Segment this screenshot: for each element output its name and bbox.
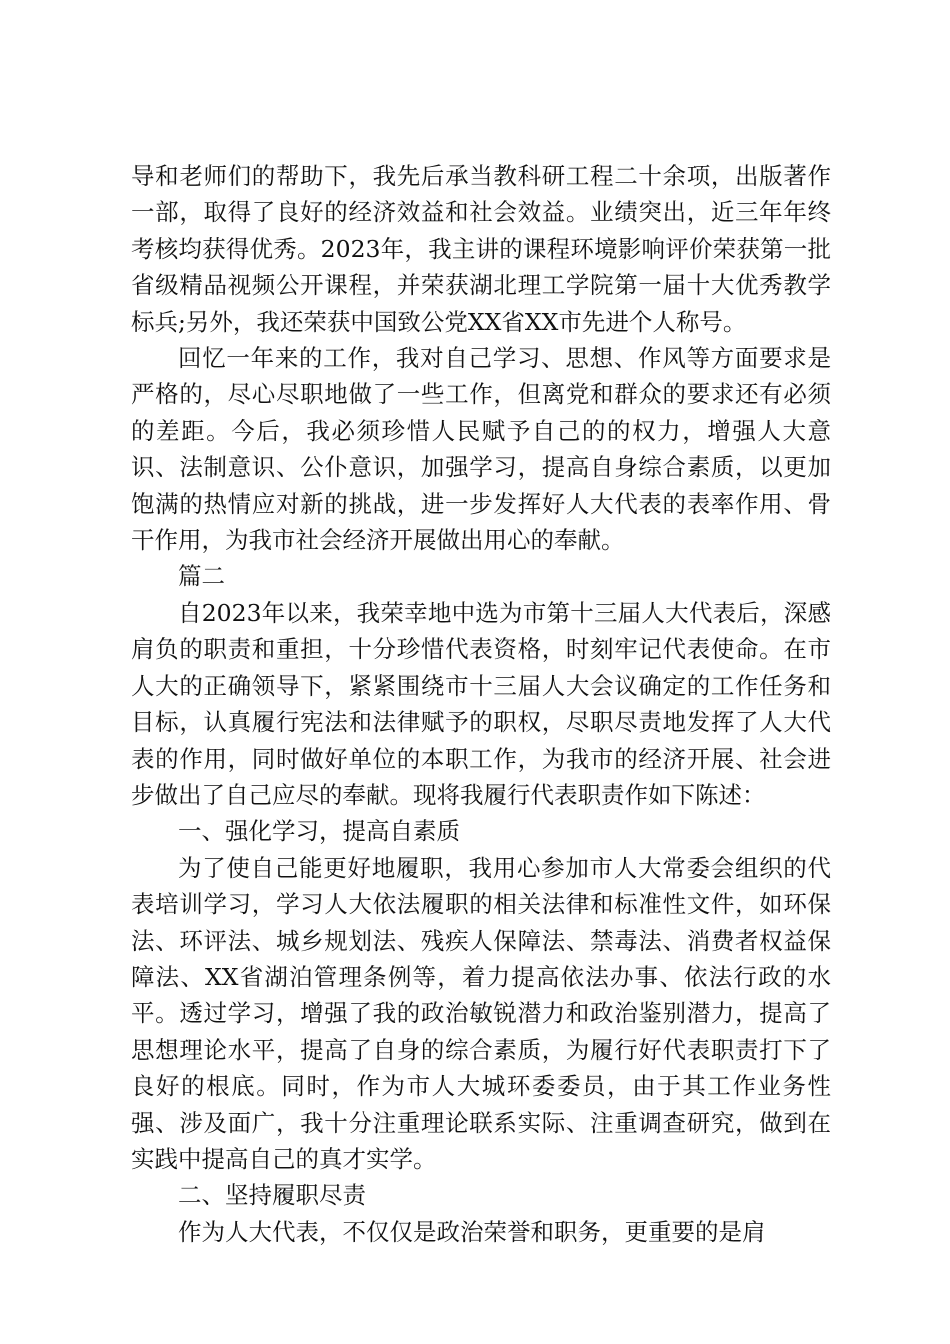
paragraph-intro: 自2023年以来，我荣幸地中选为市第十三届人大代表后，深感肩负的职责和重担，十分珍惜代表资格，时刻牢记代表使命。在市人大的正确领导下，紧紧围绕市十三届人大会议确定的工作任务和目标，认真履行宪法和法律赋予的职权，尽职尽责地发挥了人大代表的作用，同时做好单位的本职工作，为我市的经济开展、社会进步做出了自己应尽的奉献。现将我履行代表职责作如下陈述： [131, 598, 831, 809]
paragraph-review: 回忆一年来的工作，我对自己学习、思想、作风等方面要求是严格的，尽心尽职地做了一些工作，但离党和群众的要求还有必须的差距。今后，我必须珍惜人民赋予自己的的权力，增强人大意识、法制意识、公仆意识，加强学习，提高自身综合素质，以更加饱满的热情应对新的挑战，进一步发挥好人大代表的表率作用、骨干作用，为我市社会经济开展做出用心的奉献。 [131, 344, 831, 555]
heading-perform-duties: 二、坚持履职尽责 [178, 1181, 366, 1210]
document-body [131, 158, 831, 1250]
paragraph-continued: 导和老师们的帮助下，我先后承当教科研工程二十余项，出版著作一部，取得了良好的经济效益和社会效益。业绩突出，近三年年终考核均获得优秀。2023年，我主讲的课程环境影响评价荣获第一批省级精品视频公开课程，并荣获湖北理工学院第一届十大优秀教学标兵;另外，我还荣获中国致公党XX省XX市先进个人称号。 [131, 162, 831, 336]
paragraph-duty: 作为人大代表，不仅仅是政治荣誉和职务，更重要的是肩 [178, 1217, 766, 1246]
paragraph-study: 为了使自己能更好地履职，我用心参加市人大常委会组织的代表培训学习，学习人大依法履职的相关法律和标准性文件，如环保法、环评法、城乡规划法、残疾人保障法、禁毒法、消费者权益保障法、XX省湖泊管理条例等，着力提高依法办事、依法行政的水平。透过学习，增强了我的政治敏锐潜力和政治鉴别潜力，提高了思想理论水平，提高了自身的综合素质，为履行好代表职责打下了良好的根底。同时，作为市人大城环委委员，由于其工作业务性强、涉及面广，我十分注重理论联系实际、注重调查研究，做到在实践中提高自己的真才实学。 [131, 853, 831, 1173]
section-title: 篇二 [178, 562, 225, 591]
heading-strengthen-study: 一、强化学习，提高自素质 [178, 817, 460, 846]
